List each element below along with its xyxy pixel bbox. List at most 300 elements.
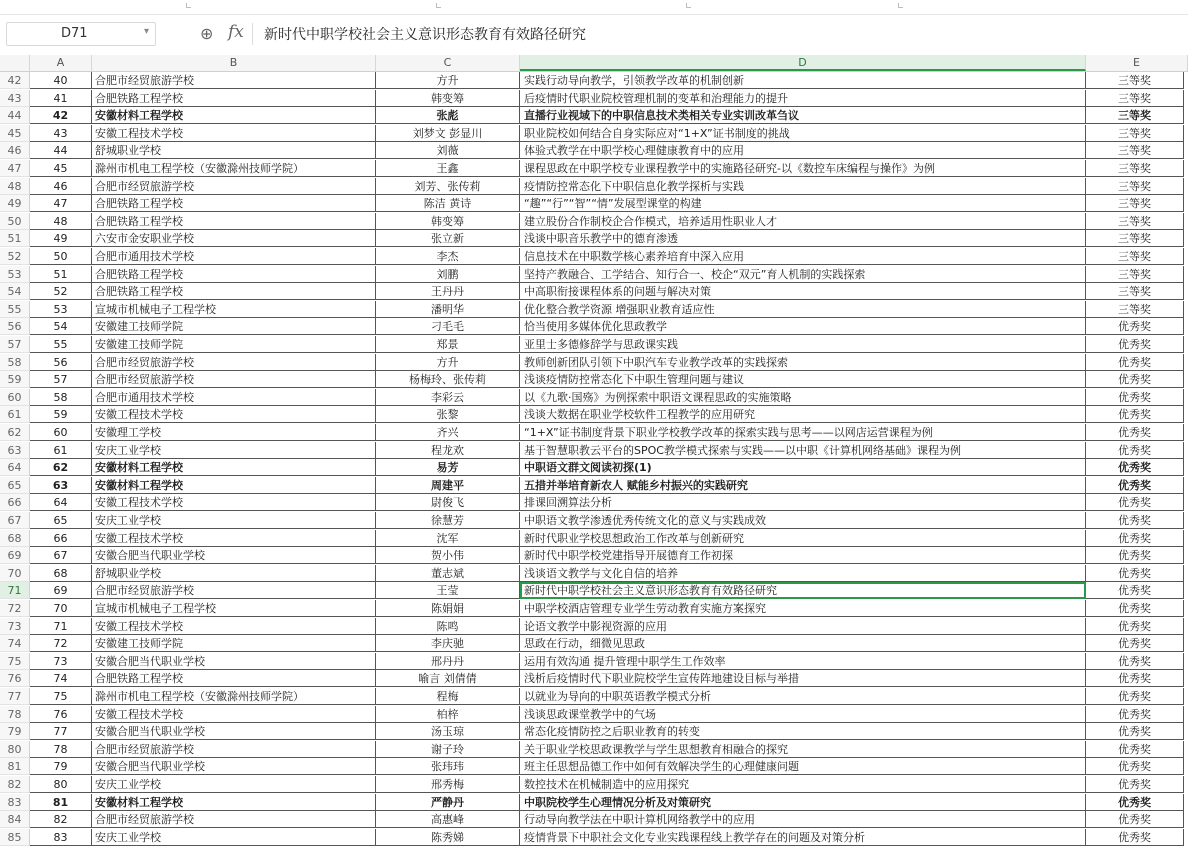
cell-d[interactable]: 浅析后疫情时代下职业院校学生宣传阵地建设目标与举措 [520,670,1086,687]
cell-c[interactable]: 邢丹丹 [376,653,520,670]
column-header-e[interactable]: E [1086,55,1188,71]
cell-d[interactable]: 恰当使用多媒体优化思政教学 [520,318,1086,335]
cell-c[interactable]: 刘梦文 彭显川 [376,125,520,142]
row-number[interactable]: 56 [0,318,30,335]
cell-c[interactable]: 王鑫 [376,160,520,177]
cell-e[interactable]: 优秀奖 [1086,565,1184,582]
row-number[interactable]: 59 [0,371,30,388]
row-number[interactable]: 45 [0,125,30,142]
cell-a[interactable]: 46 [30,178,92,195]
cell-e[interactable]: 三等奖 [1086,72,1184,89]
cell-d[interactable]: 建立股份合作制校企合作模式，培养适用性职业人才 [520,213,1086,230]
cell-b[interactable]: 安徽合肥当代职业学校 [92,547,376,564]
formula-bar [0,15,1188,53]
cell-a[interactable]: 48 [30,213,92,230]
cell-e[interactable]: 优秀奖 [1086,688,1184,705]
cell-a[interactable]: 63 [30,477,92,494]
cell-a[interactable]: 66 [30,530,92,547]
cell-d[interactable]: 职业院校如何结合自身实际应对“1+X”证书制度的挑战 [520,125,1086,142]
cell-b[interactable]: 安徽合肥当代职业学校 [92,723,376,740]
cell-e[interactable]: 优秀奖 [1086,635,1184,652]
cell-e[interactable]: 三等奖 [1086,301,1184,318]
cell-c[interactable]: 王丹丹 [376,283,520,300]
cell-c[interactable]: 尉俊飞 [376,494,520,511]
cell-d[interactable]: 以《九歌·国殇》为例探索中职语文课程思政的实施策略 [520,389,1086,406]
row-number[interactable]: 58 [0,354,30,371]
cell-b[interactable]: 安徽工程技术学校 [92,530,376,547]
cell-a[interactable]: 70 [30,600,92,617]
row-number[interactable]: 85 [0,829,30,846]
cell-a[interactable]: 56 [30,354,92,371]
cell-d[interactable]: 论语文教学中影视资源的应用 [520,618,1086,635]
cell-b[interactable]: 安徽工程技术学校 [92,618,376,635]
cell-c[interactable]: 邢秀梅 [376,776,520,793]
row-number[interactable]: 43 [0,90,30,107]
row-number[interactable]: 61 [0,406,30,423]
cell-b[interactable]: 合肥铁路工程学校 [92,266,376,283]
cell-b[interactable]: 安徽工程技术学校 [92,406,376,423]
row-number[interactable]: 84 [0,811,30,828]
row-number[interactable]: 78 [0,706,30,723]
cell-d[interactable]: 以就业为导向的中职英语教学模式分析 [520,688,1086,705]
cell-d[interactable]: 实践行动导向教学，引领教学改革的机制创新 [520,72,1086,89]
row-number[interactable]: 60 [0,389,30,406]
table-row [0,301,1188,318]
cell-b[interactable]: 安庆工业学校 [92,442,376,459]
cell-e[interactable]: 优秀奖 [1086,811,1184,828]
cell-b[interactable]: 安徽材料工程学校 [92,477,376,494]
cell-a[interactable]: 57 [30,371,92,388]
row-number[interactable]: 48 [0,178,30,195]
cell-b[interactable]: 合肥市通用技术学校 [92,389,376,406]
cell-d[interactable]: 浅谈疫情防控常态化下中职生管理问题与建议 [520,371,1086,388]
cell-b[interactable]: 合肥铁路工程学校 [92,670,376,687]
cell-e[interactable]: 优秀奖 [1086,336,1184,353]
cell-b[interactable]: 安徽工程技术学校 [92,706,376,723]
cell-a[interactable]: 52 [30,283,92,300]
row-number[interactable]: 63 [0,442,30,459]
row-number[interactable]: 81 [0,758,30,775]
cell-e[interactable]: 优秀奖 [1086,424,1184,441]
cell-b[interactable]: 安徽合肥当代职业学校 [92,653,376,670]
cell-e[interactable]: 优秀奖 [1086,582,1184,599]
cell-a[interactable]: 83 [30,829,92,846]
row-number[interactable]: 62 [0,424,30,441]
column-header-a[interactable]: A [30,55,92,71]
cell-b[interactable]: 合肥市经贸旅游学校 [92,371,376,388]
cell-e[interactable]: 三等奖 [1086,195,1184,212]
table-row [0,266,1188,283]
cell-e[interactable]: 优秀奖 [1086,547,1184,564]
cell-b[interactable]: 合肥市经贸旅游学校 [92,741,376,758]
cell-a[interactable]: 79 [30,758,92,775]
cell-b[interactable]: 六安市金安职业学校 [92,230,376,247]
row-number[interactable]: 69 [0,547,30,564]
table-row [0,776,1188,793]
cell-e[interactable]: 三等奖 [1086,125,1184,142]
cell-d[interactable]: 排课回溯算法分析 [520,494,1086,511]
cell-d[interactable]: 数控技术在机械制造中的应用探究 [520,776,1086,793]
row-number[interactable]: 68 [0,530,30,547]
cell-c[interactable]: 谢子玲 [376,741,520,758]
function-icon[interactable]: fx [228,22,244,42]
cell-b[interactable]: 合肥铁路工程学校 [92,195,376,212]
cell-a[interactable]: 45 [30,160,92,177]
cell-e[interactable]: 三等奖 [1086,90,1184,107]
cell-d[interactable]: 中高职衔接课程体系的问题与解决对策 [520,283,1086,300]
row-number[interactable]: 74 [0,635,30,652]
cell-a[interactable]: 51 [30,266,92,283]
cell-c[interactable]: 刁毛毛 [376,318,520,335]
cell-d[interactable]: 直播行业视域下的中职信息技术类相关专业实训改革刍议 [520,107,1086,124]
cell-b[interactable]: 安徽材料工程学校 [92,794,376,811]
cell-a[interactable]: 44 [30,142,92,159]
row-number[interactable]: 83 [0,794,30,811]
row-number[interactable]: 49 [0,195,30,212]
row-number[interactable]: 71 [0,582,30,599]
cell-b[interactable]: 舒城职业学校 [92,142,376,159]
cell-e[interactable]: 三等奖 [1086,266,1184,283]
cell-c[interactable]: 徐慧芳 [376,512,520,529]
table-row [0,178,1188,195]
table-row [0,723,1188,740]
row-number[interactable]: 75 [0,653,30,670]
cell-a[interactable]: 55 [30,336,92,353]
cell-e[interactable]: 优秀奖 [1086,371,1184,388]
row-number[interactable]: 65 [0,477,30,494]
cell-d[interactable]: 课程思政在中职学校专业课程教学中的实施路径研究-以《数控车床编程与操作》为例 [520,160,1086,177]
cell-b[interactable]: 安庆工业学校 [92,829,376,846]
cell-b[interactable]: 舒城职业学校 [92,565,376,582]
cell-c[interactable]: 张彪 [376,107,520,124]
cell-e[interactable]: 三等奖 [1086,213,1184,230]
cell-d[interactable]: 中职学校酒店管理专业学生劳动教育实施方案探究 [520,600,1086,617]
cell-a[interactable]: 74 [30,670,92,687]
cell-b[interactable]: 安徽建工技师学院 [92,318,376,335]
row-number[interactable]: 66 [0,494,30,511]
cell-d[interactable]: 中职语文群文阅读初探(1) [520,459,1086,476]
row-number[interactable]: 51 [0,230,30,247]
cell-e[interactable]: 优秀奖 [1086,829,1184,846]
cell-e[interactable]: 优秀奖 [1086,706,1184,723]
cell-a[interactable]: 76 [30,706,92,723]
cell-a[interactable]: 47 [30,195,92,212]
cell-c[interactable]: 方升 [376,72,520,89]
cell-a[interactable]: 82 [30,811,92,828]
table-row [0,547,1188,564]
table-row [0,230,1188,247]
cell-d[interactable]: 五措并举培育新农人 赋能乡村振兴的实践研究 [520,477,1086,494]
table-row [0,389,1188,406]
table-row [0,160,1188,177]
cell-c[interactable]: 杨梅玲、张传莉 [376,371,520,388]
table-row [0,600,1188,617]
column-header-c[interactable]: C [376,55,520,71]
cell-a[interactable]: 60 [30,424,92,441]
cell-c[interactable]: 张玮玮 [376,758,520,775]
row-number[interactable]: 82 [0,776,30,793]
cell-a[interactable]: 62 [30,459,92,476]
cell-b[interactable]: 合肥铁路工程学校 [92,213,376,230]
cell-a[interactable]: 81 [30,794,92,811]
cell-b[interactable]: 合肥市经贸旅游学校 [92,354,376,371]
cell-e[interactable]: 三等奖 [1086,160,1184,177]
cell-d[interactable]: 基于智慧职教云平台的SPOC教学模式探索与实践——以中职《计算机网络基础》课程为例 [520,442,1086,459]
row-number[interactable]: 55 [0,301,30,318]
table-row [0,213,1188,230]
table-row [0,618,1188,635]
cell-d[interactable]: 常态化疫情防控之后职业教育的转变 [520,723,1086,740]
cell-b[interactable]: 安徽工程技术学校 [92,494,376,511]
cell-e[interactable]: 优秀奖 [1086,406,1184,423]
cell-d[interactable]: 浅谈思政课堂教学中的气场 [520,706,1086,723]
cell-d[interactable]: 关于职业学校思政课教学与学生思想教育相融合的探究 [520,741,1086,758]
table-row [0,424,1188,441]
cell-c[interactable]: 喻言 刘倩倩 [376,670,520,687]
cell-c[interactable]: 韩变筹 [376,90,520,107]
cell-d[interactable]: 行动导向教学法在中职计算机网络教学中的应用 [520,811,1086,828]
cell-d[interactable]: 新时代中职学校社会主义意识形态教育有效路径研究 [520,582,1086,599]
cell-d[interactable]: 班主任思想品德工作中如何有效解决学生的心理健康问题 [520,758,1086,775]
select-all-corner[interactable] [0,55,30,71]
cell-e[interactable]: 优秀奖 [1086,653,1184,670]
row-number[interactable]: 67 [0,512,30,529]
row-number[interactable]: 47 [0,160,30,177]
cell-c[interactable]: 高惠峰 [376,811,520,828]
cell-a[interactable]: 67 [30,547,92,564]
row-number[interactable]: 42 [0,72,30,89]
cell-a[interactable]: 68 [30,565,92,582]
cell-c[interactable]: 刘薇 [376,142,520,159]
cell-a[interactable]: 75 [30,688,92,705]
table-row [0,371,1188,388]
cell-e[interactable]: 优秀奖 [1086,794,1184,811]
row-number[interactable]: 79 [0,723,30,740]
cell-a[interactable]: 54 [30,318,92,335]
cell-c[interactable]: 刘芳、张传莉 [376,178,520,195]
cell-a[interactable]: 61 [30,442,92,459]
cell-e[interactable]: 三等奖 [1086,283,1184,300]
cell-b[interactable]: 合肥市经贸旅游学校 [92,178,376,195]
cell-a[interactable]: 41 [30,90,92,107]
cell-c[interactable]: 周建平 [376,477,520,494]
cell-b[interactable]: 宣城市机械电子工程学校 [92,600,376,617]
cell-d[interactable]: 新时代职业学校思想政治工作改革与创新研究 [520,530,1086,547]
cell-b[interactable]: 合肥铁路工程学校 [92,283,376,300]
cell-e[interactable]: 优秀奖 [1086,477,1184,494]
cell-d[interactable]: 后疫情时代职业院校管理机制的变革和治理能力的提升 [520,90,1086,107]
cell-b[interactable]: 安徽理工学校 [92,424,376,441]
cell-d[interactable]: 中职院校学生心理情况分析及对策研究 [520,794,1086,811]
cell-e[interactable]: 优秀奖 [1086,494,1184,511]
table-row [0,565,1188,582]
row-number[interactable]: 52 [0,248,30,265]
cell-c[interactable]: 王莹 [376,582,520,599]
cell-b[interactable]: 安徽建工技师学院 [92,336,376,353]
cell-e[interactable]: 优秀奖 [1086,459,1184,476]
cell-b[interactable]: 安庆工业学校 [92,776,376,793]
cell-b[interactable]: 安徽材料工程学校 [92,459,376,476]
cell-d[interactable]: 运用有效沟通 提升管理中职学生工作效率 [520,653,1086,670]
row-number[interactable]: 54 [0,283,30,300]
cell-e[interactable]: 优秀奖 [1086,512,1184,529]
row-number[interactable]: 76 [0,670,30,687]
cell-e[interactable]: 优秀奖 [1086,442,1184,459]
cell-c[interactable]: 陈鸣 [376,618,520,635]
table-row [0,688,1188,705]
cell-b[interactable]: 宣城市机械电子工程学校 [92,301,376,318]
cell-a[interactable]: 65 [30,512,92,529]
cell-d[interactable]: 亚里士多德修辞学与思政课实践 [520,336,1086,353]
cell-c[interactable]: 贺小伟 [376,547,520,564]
cell-e[interactable]: 三等奖 [1086,178,1184,195]
cell-c[interactable]: 郑景 [376,336,520,353]
cell-c[interactable]: 潘明华 [376,301,520,318]
cell-a[interactable]: 72 [30,635,92,652]
cell-b[interactable]: 合肥市经贸旅游学校 [92,72,376,89]
cell-e[interactable]: 优秀奖 [1086,741,1184,758]
cell-d[interactable]: 思政在行动，细微见思政 [520,635,1086,652]
cell-e[interactable]: 三等奖 [1086,107,1184,124]
cell-a[interactable]: 64 [30,494,92,511]
cell-a[interactable]: 49 [30,230,92,247]
column-header-d[interactable]: D [520,55,1086,71]
table-row [0,195,1188,212]
cell-a[interactable]: 78 [30,741,92,758]
cell-d[interactable]: 浅谈语文教学与文化自信的培养 [520,565,1086,582]
cell-b[interactable]: 合肥市经贸旅游学校 [92,811,376,828]
cell-c[interactable]: 柏梓 [376,706,520,723]
cell-c[interactable]: 程梅 [376,688,520,705]
row-number[interactable]: 44 [0,107,30,124]
cell-b[interactable]: 合肥市通用技术学校 [92,248,376,265]
cell-d[interactable]: “趣”“行”“智”“情”发展型课堂的构建 [520,195,1086,212]
cell-c[interactable]: 方升 [376,354,520,371]
row-number[interactable]: 70 [0,565,30,582]
cell-e[interactable]: 优秀奖 [1086,318,1184,335]
cell-c[interactable]: 董志斌 [376,565,520,582]
cell-c[interactable]: 张立新 [376,230,520,247]
cell-e[interactable]: 三等奖 [1086,142,1184,159]
cell-a[interactable]: 40 [30,72,92,89]
cell-b[interactable]: 安徽建工技师学院 [92,635,376,652]
cell-d[interactable]: “1+X”证书制度背景下职业学校教学改革的探索实践与思考——以网店运营课程为例 [520,424,1086,441]
cell-c[interactable]: 易芳 [376,459,520,476]
row-number[interactable]: 77 [0,688,30,705]
row-number[interactable]: 73 [0,618,30,635]
cell-e[interactable]: 三等奖 [1086,230,1184,247]
cell-d[interactable]: 优化整合教学资源 增强职业教育适应性 [520,301,1086,318]
cell-b[interactable]: 合肥市经贸旅游学校 [92,582,376,599]
cell-e[interactable]: 优秀奖 [1086,354,1184,371]
cell-e[interactable]: 优秀奖 [1086,600,1184,617]
table-row [0,142,1188,159]
cell-a[interactable]: 73 [30,653,92,670]
cell-a[interactable]: 53 [30,301,92,318]
cell-b[interactable]: 安徽合肥当代职业学校 [92,758,376,775]
cell-d[interactable]: 浅谈大数据在职业学校软件工程教学的应用研究 [520,406,1086,423]
name-box[interactable] [6,22,156,46]
chevron-down-icon[interactable]: ▾ [143,26,149,37]
cell-c[interactable]: 陈娟娟 [376,600,520,617]
cell-d[interactable]: 疫情防控常态化下中职信息化教学探析与实践 [520,178,1086,195]
cell-c[interactable]: 陈洁 黄诗 [376,195,520,212]
cell-b[interactable]: 合肥铁路工程学校 [92,90,376,107]
cell-a[interactable]: 42 [30,107,92,124]
cell-d[interactable]: 坚持产教融合、工学结合、知行合一、校企“双元”育人机制的实践探索 [520,266,1086,283]
cell-b[interactable]: 安庆工业学校 [92,512,376,529]
row-number[interactable]: 64 [0,459,30,476]
formula-input[interactable]: 新时代中职学校社会主义意识形态教育有效路径研究 [264,27,586,43]
cell-c[interactable]: 刘鹏 [376,266,520,283]
row-number[interactable]: 50 [0,213,30,230]
cell-b[interactable]: 滁州市机电工程学校（安徽滁州技师学院） [92,688,376,705]
cell-d[interactable]: 信息技术在中职数学核心素养培育中深入应用 [520,248,1086,265]
table-row [0,459,1188,476]
row-number[interactable]: 57 [0,336,30,353]
cell-a[interactable]: 77 [30,723,92,740]
cell-c[interactable]: 李杰 [376,248,520,265]
cell-e[interactable]: 优秀奖 [1086,389,1184,406]
cell-e[interactable]: 优秀奖 [1086,670,1184,687]
table-row [0,248,1188,265]
name-box-value: D71 [61,26,88,41]
cell-c[interactable]: 严静丹 [376,794,520,811]
cell-e[interactable]: 优秀奖 [1086,758,1184,775]
table-row [0,653,1188,670]
zoom-icon[interactable]: ⊕ [200,24,214,43]
cell-a[interactable]: 59 [30,406,92,423]
table-row [0,336,1188,353]
cell-b[interactable]: 安徽工程技术学校 [92,125,376,142]
cell-e[interactable]: 优秀奖 [1086,723,1184,740]
row-number[interactable]: 72 [0,600,30,617]
cell-c[interactable]: 李庆驰 [376,635,520,652]
cell-c[interactable]: 汤玉琼 [376,723,520,740]
row-number[interactable]: 46 [0,142,30,159]
cell-d[interactable]: 浅谈中职音乐教学中的德育渗透 [520,230,1086,247]
cell-a[interactable]: 80 [30,776,92,793]
cell-a[interactable]: 69 [30,582,92,599]
cell-e[interactable]: 三等奖 [1086,248,1184,265]
row-number[interactable]: 80 [0,741,30,758]
cell-a[interactable]: 43 [30,125,92,142]
cell-e[interactable]: 优秀奖 [1086,618,1184,635]
cell-a[interactable]: 58 [30,389,92,406]
cell-b[interactable]: 安徽材料工程学校 [92,107,376,124]
cell-c[interactable]: 沈军 [376,530,520,547]
cell-d[interactable]: 中职语文教学渗透优秀传统文化的意义与实践成效 [520,512,1086,529]
cell-d[interactable]: 新时代中职学校党建指导开展德育工作初探 [520,547,1086,564]
row-number[interactable]: 53 [0,266,30,283]
cell-d[interactable]: 体验式教学在中职学校心理健康教育中的应用 [520,142,1086,159]
cell-c[interactable]: 韩变筹 [376,213,520,230]
cell-c[interactable]: 程龙欢 [376,442,520,459]
cell-a[interactable]: 50 [30,248,92,265]
cell-e[interactable]: 优秀奖 [1086,530,1184,547]
cell-c[interactable]: 齐兴 [376,424,520,441]
cell-d[interactable]: 疫情背景下中职社会文化专业实践课程线上教学存在的问题及对策分析 [520,829,1086,846]
cell-e[interactable]: 优秀奖 [1086,776,1184,793]
cell-d[interactable]: 教师创新团队引领下中职汽车专业教学改革的实践探索 [520,354,1086,371]
cell-c[interactable]: 李彩云 [376,389,520,406]
table-row [0,283,1188,300]
cell-c[interactable]: 张黎 [376,406,520,423]
cell-b[interactable]: 滁州市机电工程学校（安徽滁州技师学院） [92,160,376,177]
column-header-b[interactable]: B [92,55,376,71]
cell-a[interactable]: 71 [30,618,92,635]
cell-c[interactable]: 陈秀娣 [376,829,520,846]
